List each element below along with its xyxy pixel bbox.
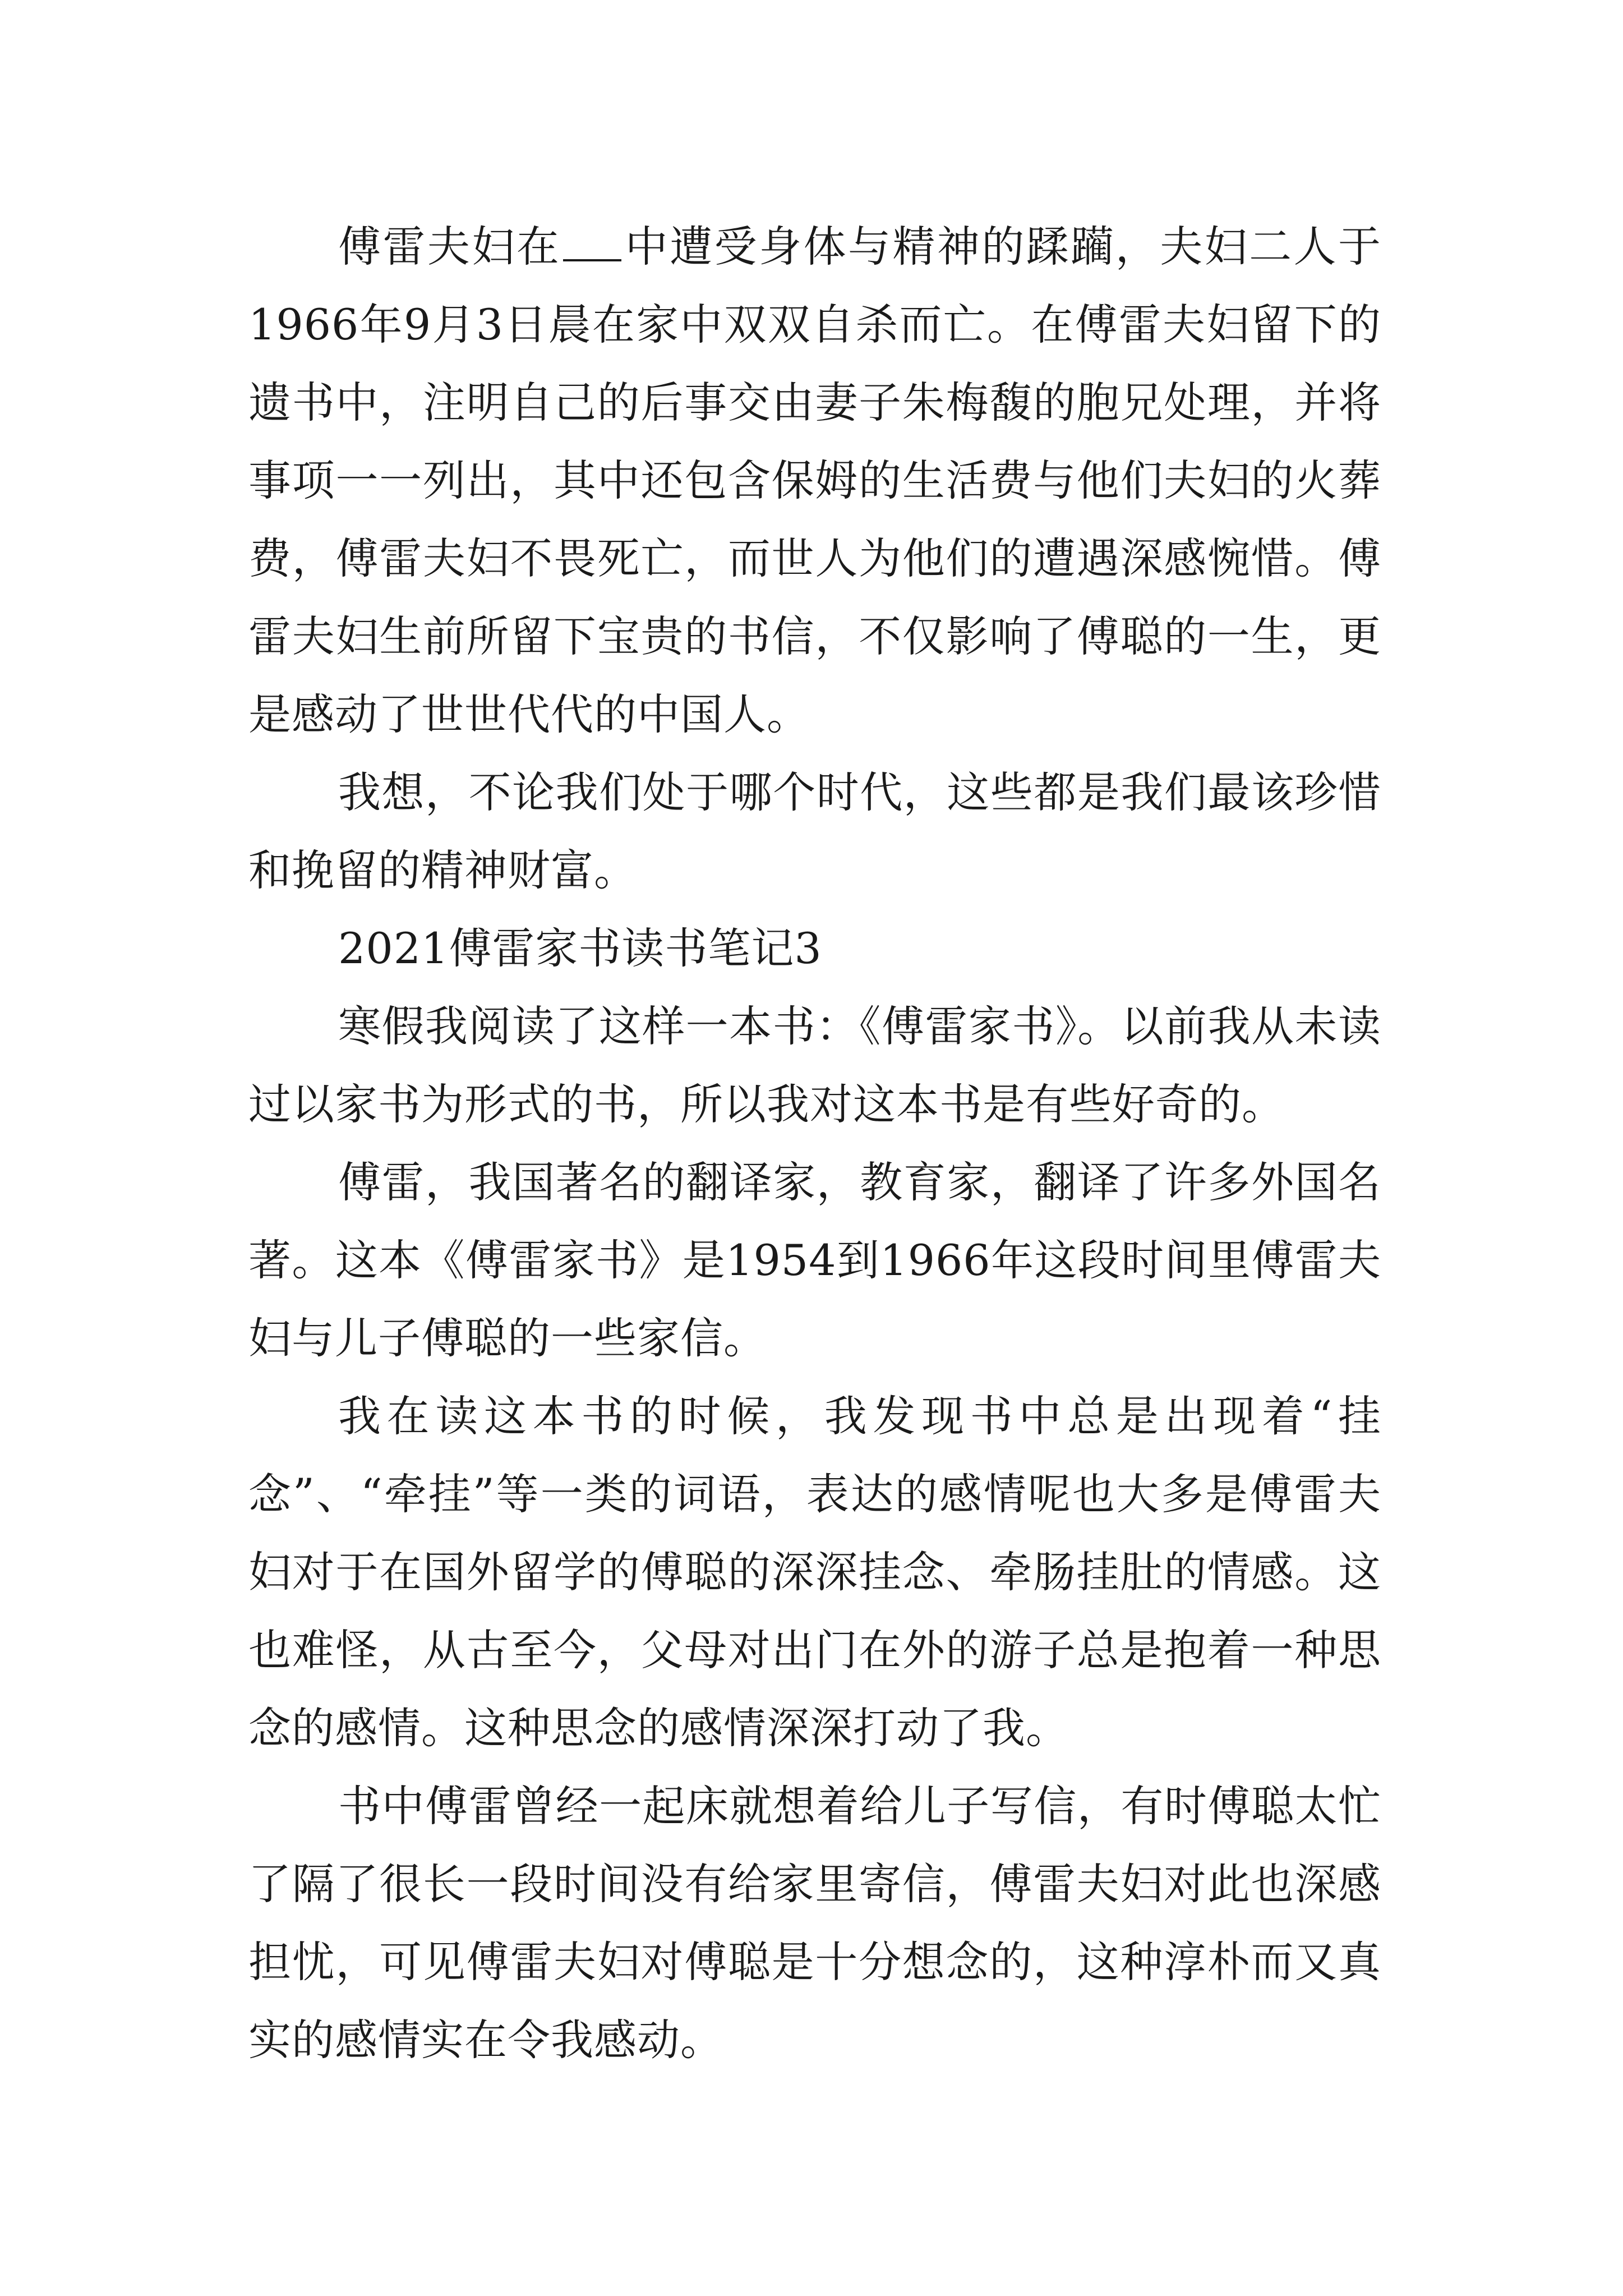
paragraph-5: 我在读这本书的时候，我发现书中总是出现着“挂念”、“牵挂”等一类的词语，表达的感情呢也大多是傅雷夫妇对于在国外留学的傅聪的深深挂念、牵肠挂肚的情感。这也难怪，从古至今，父母对出门在外的游子总是抱着一种思念的感情。这种思念的感情深深打动了我。	[248, 1391, 1381, 1753]
paragraph-1-rest: 中遭受身体与精神的蹂躏，夫妇二人于1966年9月3日晨在家中双双自杀而亡。在傅雷夫妇留下的遗书中，注明自己的后事交由妻子朱梅馥的胞兄处理，并将事项一一列出，其中还包含保姆的生活费与他们夫妇的火葬费，傅雷夫妇不畏死亡，而世人为他们的遭遇深感惋惜。傅雷夫妇生前所留下宝贵的书信，不仅影响了傅聪的一生，更是感动了世世代代的中国人。	[248, 222, 1382, 739]
paragraph-4: 傅雷，我国著名的翻译家，教育家，翻译了许多外国名著。这本《傅雷家书》是1954到1966年这段时间里傅雷夫妇与儿子傅聪的一些家信。	[248, 1157, 1381, 1363]
paragraph-6: 书中傅雷曾经一起床就想着给儿子写信，有时傅聪太忙了隔了很长一段时间没有给家里寄信，傅雷夫妇对此也深感担忧，可见傅雷夫妇对傅聪是十分想念的，这种淳朴而又真实的感情实在令我感动。	[248, 1781, 1381, 2065]
document-body	[248, 208, 1381, 2079]
paragraph-1-start: 傅雷夫妇在	[338, 222, 561, 272]
section-heading: 2021傅雷家书读书笔记3	[338, 923, 822, 973]
paragraph-1	[248, 208, 1381, 753]
paragraph-2: 我想，不论我们处于哪个时代，这些都是我们最该珍惜和挽留的精神财富。	[248, 767, 1381, 895]
fill-in-blank	[563, 226, 621, 261]
paragraph-3: 寒假我阅读了这样一本书：《傅雷家书》。以前我从未读过以家书为形式的书，所以我对这本书是有些好奇的。	[248, 1001, 1381, 1129]
